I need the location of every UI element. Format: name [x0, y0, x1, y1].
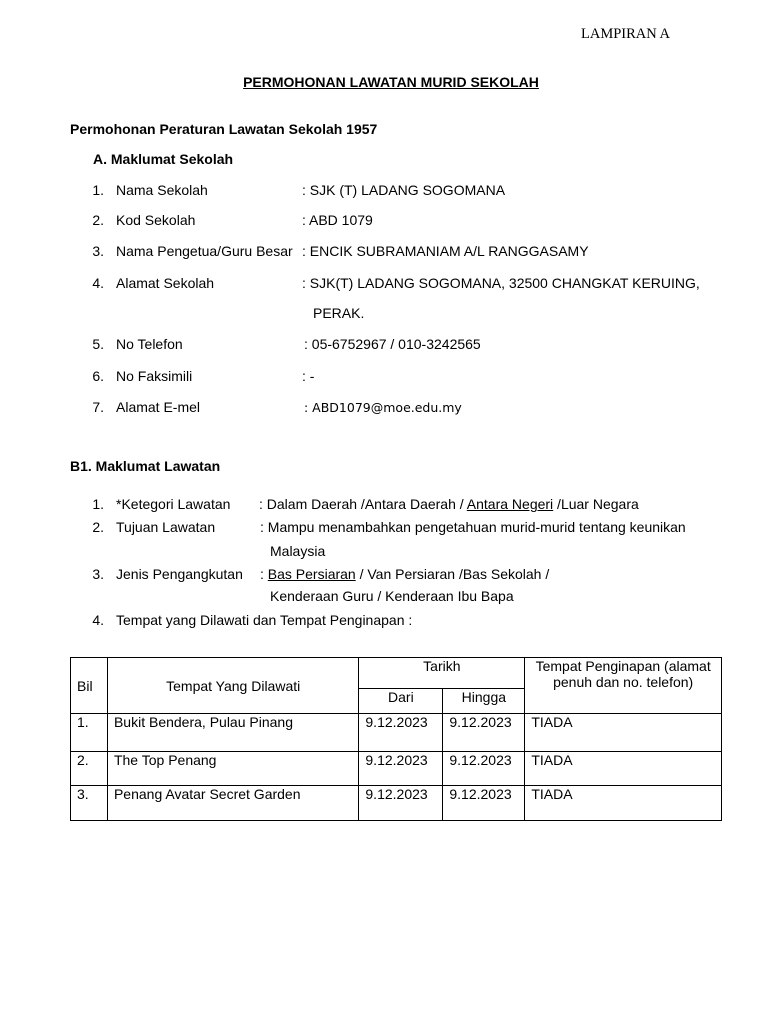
table-row — [71, 714, 722, 752]
header-tempat: Tempat Yang Dilawati — [107, 658, 358, 714]
section-a-heading: A. Maklumat Sekolah — [93, 151, 234, 167]
item-label: Alamat Sekolah — [116, 275, 215, 291]
cell-hingga: 9.12.2023 — [443, 752, 525, 786]
table-row — [71, 752, 722, 786]
item-number: 4. — [92, 275, 104, 291]
item-value: : SJK(T) LADANG SOGOMANA, 32500 CHANGKAT KERUING, — [302, 275, 700, 291]
item-value: : ENCIK SUBRAMANIAM A/L RANGGASAMY — [302, 243, 589, 259]
item-value: : Mampu menambahkan pengetahuan murid-murid tentang keunikan — [260, 519, 686, 535]
item-label: Alamat E-mel — [116, 399, 201, 415]
item-label: Nama Sekolah — [116, 182, 208, 198]
page-title: PERMOHONAN LAWATAN MURID SEKOLAH — [243, 74, 539, 90]
item-label: Kod Sekolah — [116, 212, 196, 228]
item-value: : ABD1079@moe.edu.my — [304, 400, 462, 415]
cell-bil: 1. — [71, 714, 108, 752]
table-row — [71, 786, 722, 821]
item-number: 1. — [92, 496, 104, 512]
cell-hingga: 9.12.2023 — [443, 786, 525, 821]
selected-option: Antara Negeri — [466, 496, 554, 512]
section-b1-heading: B1. Maklumat Lawatan — [70, 458, 221, 474]
item-value-continued: PERAK. — [313, 305, 365, 321]
item-value-continued: Malaysia — [270, 543, 326, 559]
header-hingga: Hingga — [443, 689, 525, 714]
cell-dari: 9.12.2023 — [359, 752, 443, 786]
cell-tempat: Penang Avatar Secret Garden — [107, 786, 358, 821]
cell-bil: 2. — [71, 752, 108, 786]
item-value: : - — [302, 368, 315, 384]
cell-tempat: Bukit Bendera, Pulau Pinang — [107, 714, 358, 752]
cell-dari: 9.12.2023 — [359, 786, 443, 821]
cell-penginapan: TIADA — [525, 714, 722, 752]
cell-hingga: 9.12.2023 — [443, 714, 525, 752]
selected-option: Bas Persiaran — [267, 566, 356, 582]
header-tarikh: Tarikh — [359, 658, 525, 689]
item-value-continued: Kenderaan Guru / Kenderaan Ibu Bapa — [270, 588, 514, 604]
item-label: Tujuan Lawatan — [116, 519, 216, 535]
item-number: 3. — [92, 243, 104, 259]
item-label: No Telefon — [116, 336, 183, 352]
visit-table — [70, 657, 722, 821]
item-number: 2. — [92, 519, 104, 535]
item-label: *Ketegori Lawatan — [116, 496, 231, 512]
item-value: : 05-6752967 / 010-3242565 — [304, 336, 481, 352]
cell-penginapan: TIADA — [525, 786, 722, 821]
item-label: Nama Pengetua/Guru Besar — [116, 243, 293, 259]
table-header-row — [71, 658, 722, 689]
item-number: 3. — [92, 566, 104, 582]
subtitle: Permohonan Peraturan Lawatan Sekolah 1957 — [70, 121, 378, 137]
cell-penginapan: TIADA — [525, 752, 722, 786]
item-number: 7. — [92, 399, 104, 415]
cell-dari: 9.12.2023 — [359, 714, 443, 752]
cell-bil: 3. — [71, 786, 108, 821]
header-penginapan: Tempat Penginapan (alamat penuh dan no. telefon) — [525, 658, 722, 714]
item-value: : Dalam Daerah /Antara Daerah / Antara Negeri /Luar Negara — [259, 496, 639, 512]
item-label: No Faksimili — [116, 368, 193, 384]
cell-tempat: The Top Penang — [107, 752, 358, 786]
item-value: : Bas Persiaran / Van Persiaran /Bas Sekolah / — [260, 566, 550, 582]
item-label: Tempat yang Dilawati dan Tempat Penginapan : — [116, 612, 413, 628]
item-number: 2. — [92, 212, 104, 228]
header-bil: Bil — [71, 658, 108, 714]
header-dari: Dari — [359, 689, 443, 714]
lampiran-label: LAMPIRAN A — [581, 26, 671, 42]
item-value: : ABD 1079 — [302, 212, 373, 228]
item-label: Jenis Pengangkutan — [116, 566, 243, 582]
item-number: 6. — [92, 368, 104, 384]
item-number: 4. — [92, 612, 104, 628]
item-number: 5. — [92, 336, 104, 352]
item-value: : SJK (T) LADANG SOGOMANA — [302, 182, 506, 198]
item-number: 1. — [92, 182, 104, 198]
